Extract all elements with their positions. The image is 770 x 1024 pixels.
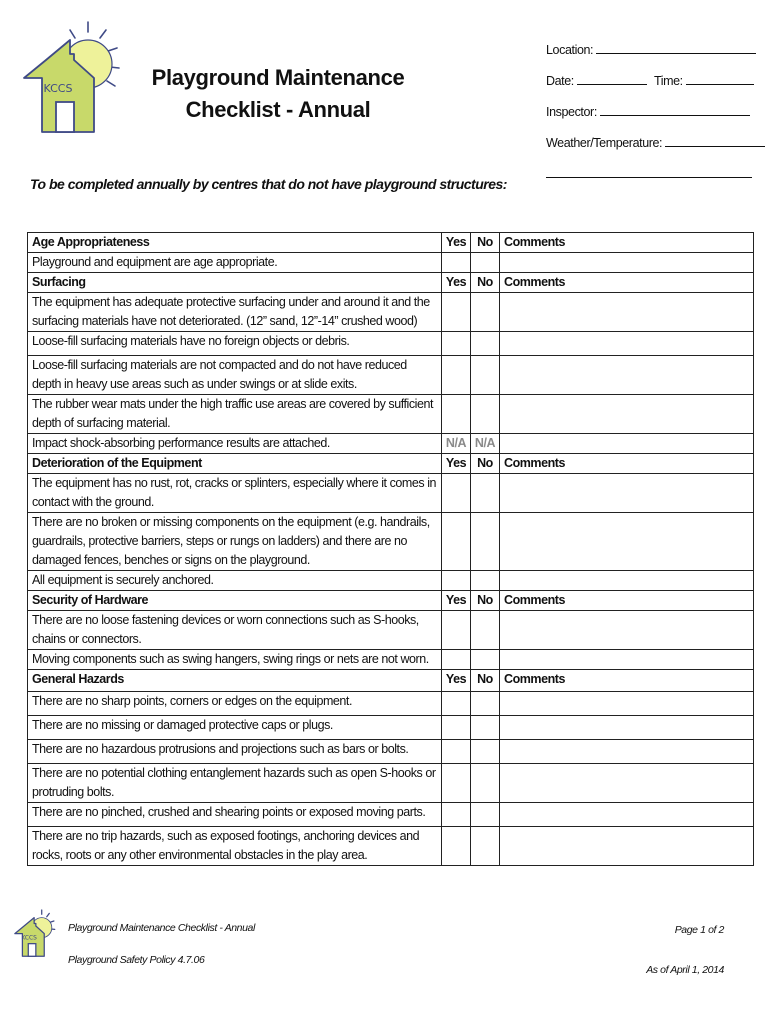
- yes-header: Yes: [442, 454, 471, 474]
- checklist-row: [28, 827, 754, 866]
- comments-cell[interactable]: [500, 293, 754, 332]
- yes-cell[interactable]: [442, 803, 471, 827]
- yes-cell[interactable]: [442, 716, 471, 740]
- checklist-row: [28, 332, 754, 356]
- comments-header: Comments: [500, 273, 754, 293]
- checklist-row: [28, 571, 754, 591]
- no-cell[interactable]: [471, 332, 500, 356]
- section-title: Deterioration of the Equipment: [28, 454, 442, 474]
- footer-policy: Playground Safety Policy 4.7.06: [68, 954, 205, 966]
- comments-cell[interactable]: [500, 740, 754, 764]
- yes-cell[interactable]: [442, 293, 471, 332]
- no-header: No: [471, 233, 500, 253]
- comments-header: Comments: [500, 454, 754, 474]
- yes-cell[interactable]: [442, 740, 471, 764]
- yes-cell[interactable]: [442, 692, 471, 716]
- inspection-fields: [546, 38, 756, 162]
- checklist-item: There are no missing or damaged protective caps or plugs.: [28, 716, 442, 740]
- no-cell[interactable]: [471, 764, 500, 803]
- no-cell[interactable]: [471, 803, 500, 827]
- comments-cell[interactable]: [500, 692, 754, 716]
- title-line-1: Playground Maintenance: [151, 65, 405, 90]
- no-header: No: [471, 591, 500, 611]
- checklist-row: [28, 395, 754, 434]
- no-cell[interactable]: [471, 692, 500, 716]
- yes-cell[interactable]: [442, 474, 471, 513]
- inspector-field[interactable]: [546, 100, 756, 131]
- checklist-item: There are no pinched, crushed and shearing points or exposed moving parts.: [28, 803, 442, 827]
- comments-header: Comments: [500, 233, 754, 253]
- no-cell[interactable]: [471, 395, 500, 434]
- weather-field[interactable]: [546, 131, 756, 162]
- no-cell[interactable]: [471, 513, 500, 571]
- checklist-item: There are no broken or missing components on the equipment (e.g. handrails, guardrails, protective barriers, steps or rungs on ladders) and there are no damaged fences, benches or signs on the playground.: [28, 513, 442, 571]
- checklist-row: [28, 650, 754, 670]
- comments-cell[interactable]: [500, 611, 754, 650]
- yes-cell[interactable]: [442, 513, 471, 571]
- checklist-row: [28, 434, 754, 454]
- section-header-surfacing: [28, 273, 754, 293]
- na-yes-cell: N/A: [442, 434, 471, 454]
- yes-cell[interactable]: [442, 571, 471, 591]
- section-header-hardware: [28, 591, 754, 611]
- yes-cell[interactable]: [442, 611, 471, 650]
- checklist-row: [28, 764, 754, 803]
- inspector-label: Inspector:: [546, 105, 597, 119]
- comments-cell[interactable]: [500, 434, 754, 454]
- checklist-table: [27, 232, 754, 866]
- yes-cell[interactable]: [442, 253, 471, 273]
- comments-cell[interactable]: [500, 474, 754, 513]
- checklist-row: [28, 356, 754, 395]
- section-title: Security of Hardware: [28, 591, 442, 611]
- comments-header: Comments: [500, 670, 754, 692]
- checklist-row: [28, 611, 754, 650]
- no-cell[interactable]: [471, 253, 500, 273]
- no-cell[interactable]: [471, 716, 500, 740]
- na-no-cell: N/A: [471, 434, 500, 454]
- instructions-text: To be completed annually by centres that do not have playground structures:: [30, 176, 507, 192]
- footer-page-number: Page 1 of 2: [674, 924, 724, 936]
- section-title: Age Appropriateness: [28, 233, 442, 253]
- comments-cell[interactable]: [500, 650, 754, 670]
- checklist-item: Moving components such as swing hangers, swing rings or nets are not worn.: [28, 650, 442, 670]
- yes-header: Yes: [442, 670, 471, 692]
- checklist-row: [28, 740, 754, 764]
- comments-cell[interactable]: [500, 253, 754, 273]
- no-cell[interactable]: [471, 650, 500, 670]
- page-title: [150, 62, 406, 126]
- yes-header: Yes: [442, 591, 471, 611]
- no-cell[interactable]: [471, 356, 500, 395]
- yes-cell[interactable]: [442, 356, 471, 395]
- no-header: No: [471, 273, 500, 293]
- checklist-row: [28, 474, 754, 513]
- comments-cell[interactable]: [500, 716, 754, 740]
- date-label: Date:: [546, 74, 574, 88]
- comments-cell[interactable]: [500, 356, 754, 395]
- comments-cell[interactable]: [500, 764, 754, 803]
- comments-cell[interactable]: [500, 513, 754, 571]
- footer-logo-text: KCCS: [21, 935, 37, 942]
- no-cell[interactable]: [471, 571, 500, 591]
- checklist-item: Playground and equipment are age appropriate.: [28, 253, 442, 273]
- footer-title: Playground Maintenance Checklist - Annual: [68, 922, 255, 934]
- checklist-row: [28, 513, 754, 571]
- comments-header: Comments: [500, 591, 754, 611]
- section-title: General Hazards: [28, 670, 442, 692]
- checklist-item: All equipment is securely anchored.: [28, 571, 442, 591]
- no-cell[interactable]: [471, 293, 500, 332]
- yes-cell[interactable]: [442, 395, 471, 434]
- extra-blank-line[interactable]: [546, 177, 752, 178]
- section-header-deterioration: [28, 454, 754, 474]
- footer-logo: [14, 904, 56, 964]
- section-title: Surfacing: [28, 273, 442, 293]
- comments-cell[interactable]: [500, 395, 754, 434]
- logo-text: KCCS: [43, 82, 73, 95]
- yes-cell[interactable]: [442, 827, 471, 866]
- yes-header: Yes: [442, 233, 471, 253]
- checklist-row: [28, 803, 754, 827]
- checklist-item: There are no potential clothing entanglement hazards such as open S-hooks or protruding bolts.: [28, 764, 442, 803]
- title-line-2: Checklist - Annual: [185, 97, 371, 122]
- footer-date: As of April 1, 2014: [646, 964, 724, 976]
- checklist-row: [28, 293, 754, 332]
- weather-label: Weather/Temperature:: [546, 136, 663, 150]
- yes-cell[interactable]: [442, 764, 471, 803]
- checklist-item: The equipment has adequate protective surfacing under and around it and the surfacing materials have not deteriorated. (12” sand, 12”-14” crushed wood): [28, 293, 442, 332]
- comments-cell[interactable]: [500, 827, 754, 866]
- comments-cell[interactable]: [500, 571, 754, 591]
- comments-cell[interactable]: [500, 803, 754, 827]
- kccs-logo: [22, 18, 122, 140]
- no-header: No: [471, 670, 500, 692]
- date-time-field[interactable]: [546, 69, 756, 100]
- checklist-item: There are no sharp points, corners or edges on the equipment.: [28, 692, 442, 716]
- checklist-item: Impact shock-absorbing performance results are attached.: [28, 434, 442, 454]
- yes-cell[interactable]: [442, 332, 471, 356]
- time-label: Time:: [653, 74, 683, 88]
- checklist-row: [28, 253, 754, 273]
- checklist-item: The rubber wear mats under the high traffic use areas are covered by sufficient depth of surfacing material.: [28, 395, 442, 434]
- location-field[interactable]: [546, 38, 756, 69]
- checklist-item: There are no loose fastening devices or worn connections such as S-hooks, chains or connectors.: [28, 611, 442, 650]
- checklist-item: The equipment has no rust, rot, cracks or splinters, especially where it comes in contact with the ground.: [28, 474, 442, 513]
- checklist-item: There are no hazardous protrusions and projections such as bars or bolts.: [28, 740, 442, 764]
- no-cell[interactable]: [471, 740, 500, 764]
- checklist-item: Loose-fill surfacing materials have no foreign objects or debris.: [28, 332, 442, 356]
- checklist-item: Loose-fill surfacing materials are not compacted and do not have reduced depth in heavy use areas such as under swings or at slide exits.: [28, 356, 442, 395]
- checklist-row: [28, 716, 754, 740]
- no-cell[interactable]: [471, 611, 500, 650]
- no-cell[interactable]: [471, 827, 500, 866]
- yes-cell[interactable]: [442, 650, 471, 670]
- location-label: Location:: [546, 43, 594, 57]
- checklist-row: [28, 692, 754, 716]
- section-header-age: [28, 233, 754, 253]
- no-cell[interactable]: [471, 474, 500, 513]
- no-header: No: [471, 454, 500, 474]
- section-header-hazards: [28, 670, 754, 692]
- yes-header: Yes: [442, 273, 471, 293]
- comments-cell[interactable]: [500, 332, 754, 356]
- checklist-item: There are no trip hazards, such as exposed footings, anchoring devices and rocks, roots or any other environmental obstacles in the play area.: [28, 827, 442, 866]
